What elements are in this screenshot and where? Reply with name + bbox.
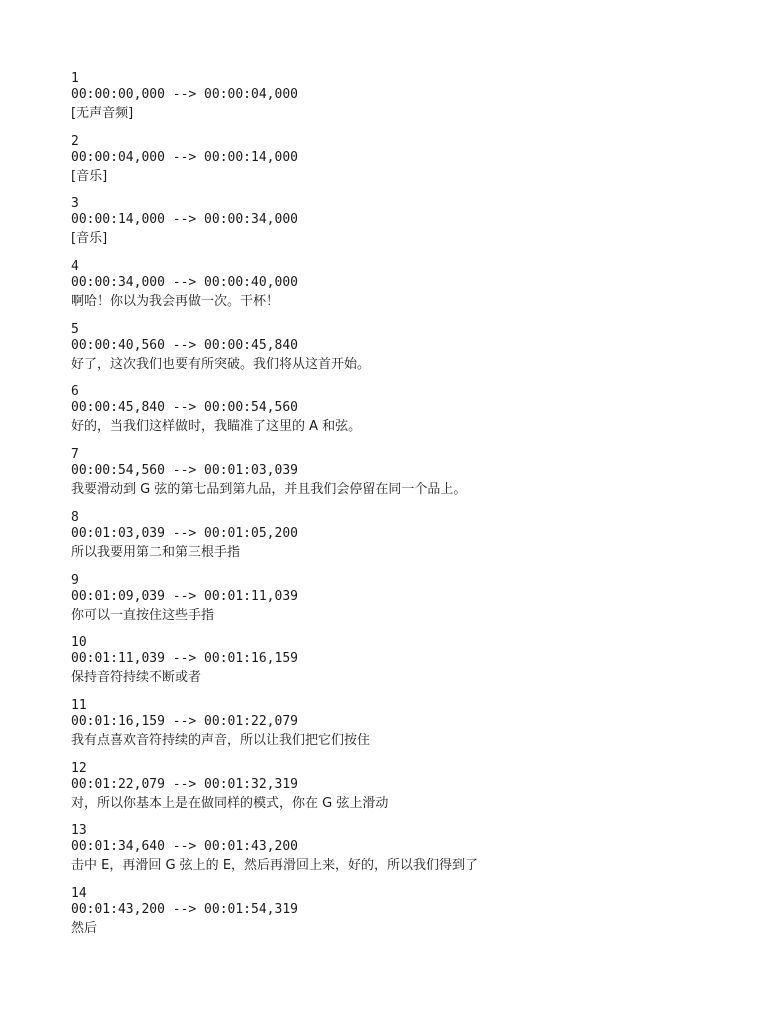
cue-index: 13 xyxy=(71,823,87,839)
cue-text: 击中 E，再滑回 G 弦上的 E，然后再滑回上来，好的，所以我们得到了 xyxy=(71,858,479,874)
cue-text: [音乐] xyxy=(71,231,108,247)
cue-timing: 00:01:03,039 --> 00:01:05,200 xyxy=(71,525,298,541)
cue-text: 好了，这次我们也要有所突破。我们将从这首开始。 xyxy=(71,356,371,372)
cue-text: 然后 xyxy=(71,920,98,936)
cue-index: 14 xyxy=(71,885,87,901)
cue-text: [音乐] xyxy=(71,168,108,184)
cue-timing: 00:00:04,000 --> 00:00:14,000 xyxy=(71,149,298,165)
cue-timing: 00:00:00,000 --> 00:00:04,000 xyxy=(71,87,298,102)
cue-text: 我要滑动到 G 弦的第七品到第九品，并且我们会停留在同一个品上。 xyxy=(71,482,467,498)
subtitle-cue xyxy=(71,71,731,134)
cue-index: 7 xyxy=(71,447,79,463)
cue-index: 6 xyxy=(71,384,79,400)
cue-timing: 00:01:16,159 --> 00:01:22,079 xyxy=(71,713,298,729)
cue-index: 5 xyxy=(71,321,79,337)
cue-timing: 00:00:54,560 --> 00:01:03,039 xyxy=(71,463,298,479)
subtitle-cue xyxy=(71,510,731,573)
cue-timing: 00:00:40,560 --> 00:00:45,840 xyxy=(71,337,298,353)
cue-index: 1 xyxy=(71,71,79,86)
subtitle-cue xyxy=(71,322,731,385)
cue-text: 好的，当我们这样做时，我瞄准了这里的 A 和弦。 xyxy=(71,419,362,435)
cue-text: 你可以一直按住这些手指 xyxy=(71,607,215,623)
subtitle-document xyxy=(71,71,731,949)
subtitle-cue xyxy=(71,196,731,259)
cue-timing: 00:00:34,000 --> 00:00:40,000 xyxy=(71,275,298,291)
cue-timing: 00:01:11,039 --> 00:01:16,159 xyxy=(71,651,298,667)
subtitle-cue xyxy=(71,573,731,636)
subtitle-cue xyxy=(71,259,731,322)
cue-timing: 00:00:14,000 --> 00:00:34,000 xyxy=(71,212,298,228)
subtitle-cue xyxy=(71,698,731,761)
subtitle-cue xyxy=(71,447,731,510)
subtitle-cue xyxy=(71,761,731,824)
subtitle-cue xyxy=(71,823,731,886)
cue-text: 我有点喜欢音符持续的声音，所以让我们把它们按住 xyxy=(71,732,371,748)
cue-index: 3 xyxy=(71,196,79,212)
subtitle-cue xyxy=(71,134,731,197)
subtitle-cue xyxy=(71,886,731,949)
subtitle-cue xyxy=(71,384,731,447)
cue-index: 12 xyxy=(71,760,87,776)
cue-index: 8 xyxy=(71,509,79,525)
cue-timing: 00:01:22,079 --> 00:01:32,319 xyxy=(71,776,298,792)
subtitle-cue xyxy=(71,635,731,698)
cue-text: 保持音符持续不断或者 xyxy=(71,670,202,686)
cue-timing: 00:01:09,039 --> 00:01:11,039 xyxy=(71,588,298,604)
cue-index: 2 xyxy=(71,133,79,149)
cue-timing: 00:00:45,840 --> 00:00:54,560 xyxy=(71,400,298,416)
cue-timing: 00:01:43,200 --> 00:01:54,319 xyxy=(71,901,298,917)
cue-index: 9 xyxy=(71,572,79,588)
cue-index: 11 xyxy=(71,697,87,713)
cue-index: 4 xyxy=(71,259,79,275)
cue-text: 对，所以你基本上是在做同样的模式，你在 G 弦上滑动 xyxy=(71,795,389,811)
cue-text: 啊哈！你以为我会再做一次。干杯！ xyxy=(71,294,280,310)
cue-timing: 00:01:34,640 --> 00:01:43,200 xyxy=(71,839,298,855)
cue-index: 10 xyxy=(71,635,87,651)
cue-text: [无声音频] xyxy=(71,106,134,121)
cue-text: 所以我要用第二和第三根手指 xyxy=(71,544,241,560)
